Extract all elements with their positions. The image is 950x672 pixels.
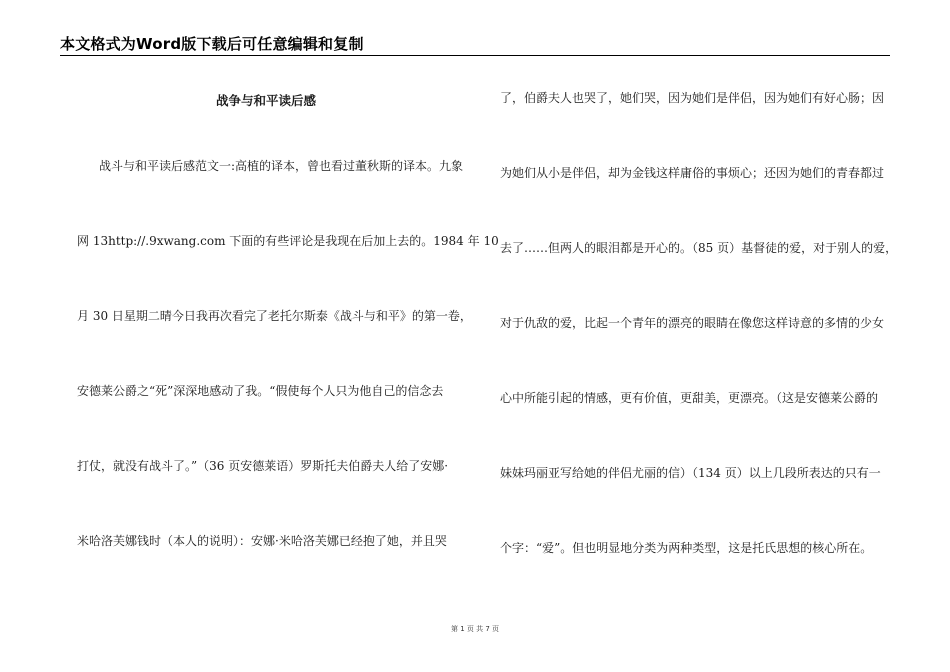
text-line: 安德莱公爵之“死”深深地感动了我。“假使每个人只为他自己的信念去 xyxy=(77,384,444,398)
text-line: 打仗，就没有战斗了。”（36 页安德莱语）罗斯托夫伯爵夫人给了安娜· xyxy=(77,459,449,473)
text-line: 心中所能引起的情感，更有价值，更甜美，更漂亮。（这是安德莱公爵的 xyxy=(500,391,879,405)
text-line: 月 30 日星期二晴今日我再次看完了老托尔斯泰《战斗与和平》的第一卷， xyxy=(77,309,472,323)
text-line: 对于仇敌的爱，比起一个青年的漂亮的眼睛在像您这样诗意的多情的少女 xyxy=(500,316,885,330)
document-title: 战争与和平读后感 xyxy=(215,93,316,108)
page-number: 第 1 页 共 7 页 xyxy=(450,625,500,633)
text-line: 去了……但两人的眼泪都是开心的。（85 页）基督徒的爱，对于别人的爱， xyxy=(500,241,898,255)
text-line: 妹妹玛丽亚写给她的伴侣尤丽的信）（134 页）以上几段所表达的只有一 xyxy=(500,466,881,480)
text-line: 战斗与和平读后感范文一:高植的译本，曾也看过董秋斯的译本。九象 xyxy=(99,159,464,173)
text-line: 为她们从小是伴侣，却为金钱这样庸俗的事烦心；还因为她们的青春都过 xyxy=(500,166,885,180)
text-line: 了，伯爵夫人也哭了，她们哭，因为她们是伴侣，因为她们有好心肠；因 xyxy=(500,91,885,105)
download-banner: 本文格式为Word版下载后可任意编辑和复制 xyxy=(60,35,364,53)
text-line: 网 13http://.9xwang.com 下面的有些评论是我现在后加上去的。1984 年 10 xyxy=(77,234,499,248)
text-line: 米哈洛芙娜钱时（本人的说明）：安娜·米哈洛芙娜已经抱了她，并且哭 xyxy=(77,534,447,548)
banner-divider xyxy=(60,55,890,56)
right-column xyxy=(500,88,898,613)
left-column xyxy=(77,88,499,606)
text-line: 个字：“爱”。但也明显地分类为两种类型，这是托氏思想的核心所在。 xyxy=(500,541,873,555)
